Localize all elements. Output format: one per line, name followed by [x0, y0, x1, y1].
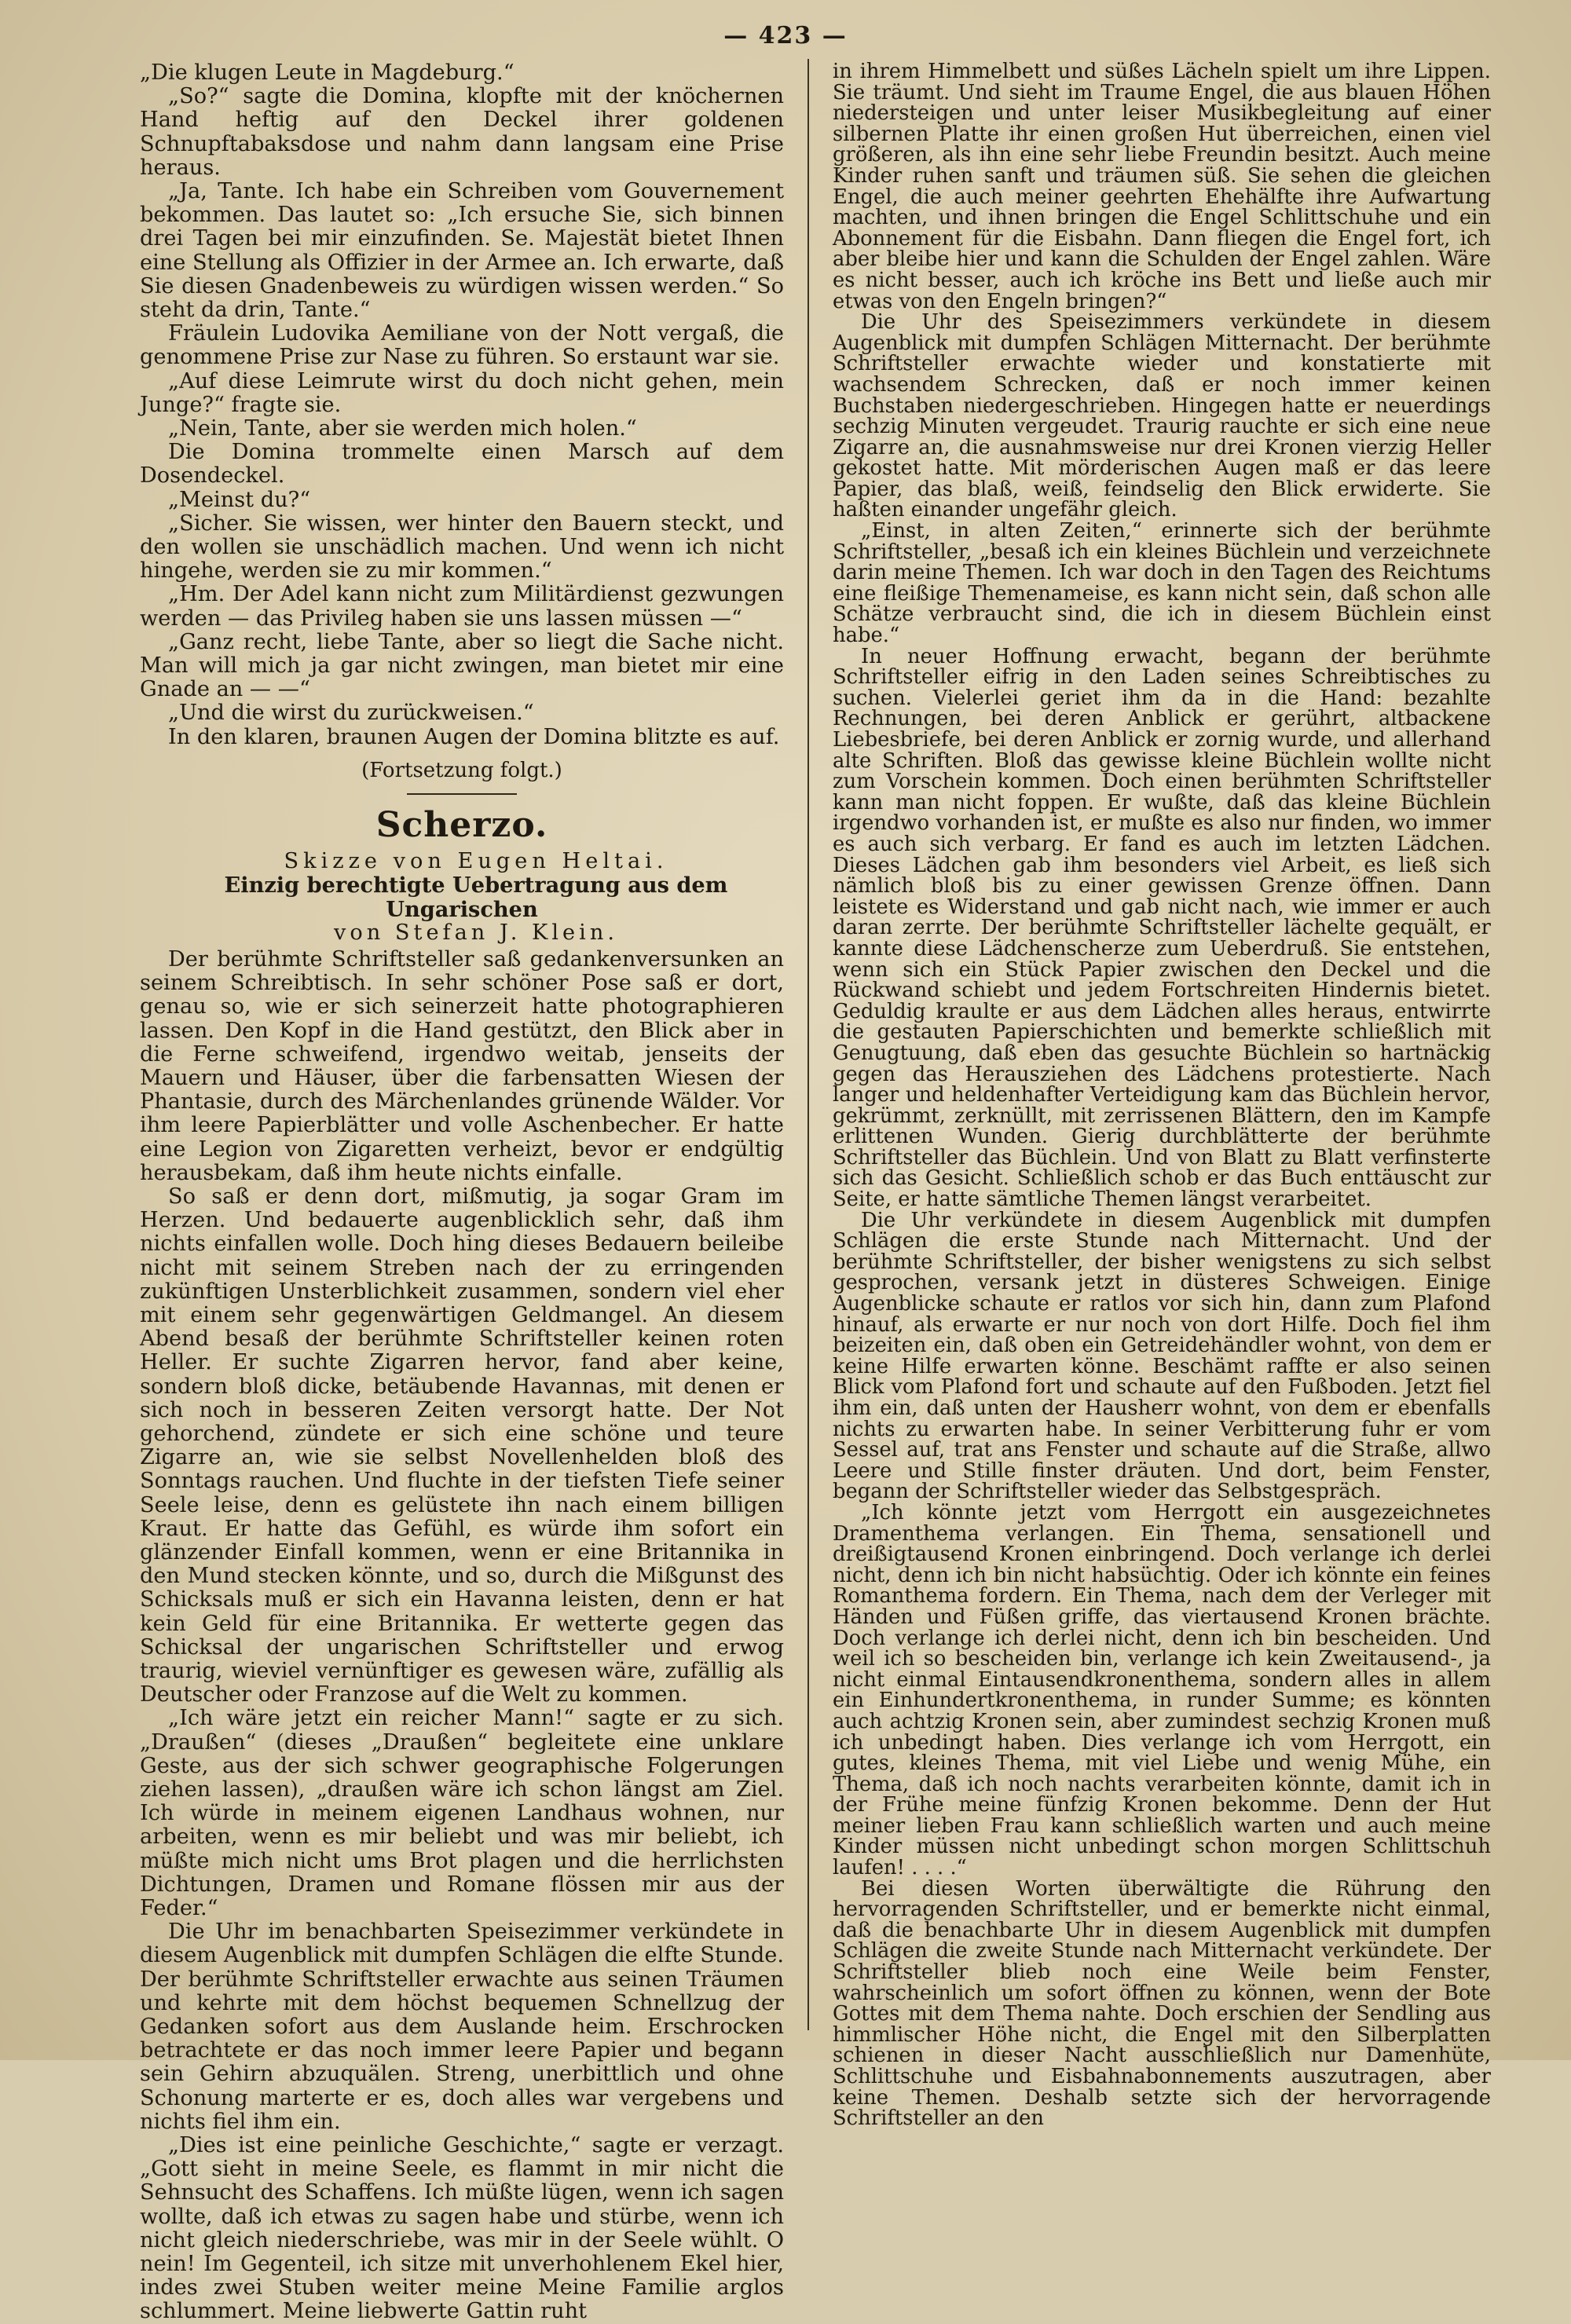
article-paragraph: Der berühmte Schriftsteller saß gedankenversunken an seinem Schreibtisch. In sehr schöner Pose saß er dort, genau so, wie er sich seinerzeit hatte photographieren lassen. Den Kopf in die Hand gestützt, den Blick aber in die Ferne schweifend, irgendwo weitab, jenseits der Mauern und Häuser, über die farbensatten Wiesen der Phantasie, durch des Märchenlandes grünende Wälder. Vor ihm leere Papierblätter und volle Aschenbecher. Er hatte eine Legion von Zigaretten verheizt, bevor er endgültig herausbekam, daß ihm heute nichts einfalle. — [140, 946, 784, 1185]
article-subtitle: Skizze von Eugen Heltai. — [284, 849, 668, 874]
translation-note: Einzig berechtigte Uebertragung aus dem Ungarischen — [224, 873, 728, 922]
story-paragraph: „Nein, Tante, aber sie werden mich holen.“ — [168, 416, 637, 441]
column-rule — [807, 59, 809, 2030]
article-paragraph: „Ich wäre jetzt ein reicher Mann!“ sagte er zu sich. „Draußen“ (dieses „Draußen“ begleitete eine unklare Geste, aus der sich schwer geographische Folgerungen ziehen lassen), „draußen wäre ich schon längst am Ziel. Ich würde in meinem eigenen Landhaus wohnen, nur arbeiten, wenn es mir beliebt und was mir beliebt, ich müßte mich nicht ums Brot plagen und die herrlichsten Dichtungen, Dramen und Romane flössen mir aus der Feder.“ — [140, 1706, 784, 1921]
article-title: Scherzo. — [375, 805, 548, 846]
continuation-note: (Fortsetzung folgt.) — [361, 758, 562, 782]
left-column — [140, 61, 784, 2324]
article-paragraph: Die Uhr im benachbarten Speisezimmer verkündete in diesem Augenblick mit dumpfen Schlägen die elfte Stunde. Der berühmte Schriftsteller erwachte aus seinen Träumen und kehrte mit dem höchst bequemen Schnellzug der Gedanken sofort aus dem Auslande heim. Erschrocken betrachtete er das noch immer leere Papier und begann sein Gehirn abzuquälen. Streng, unerbittlich und ohne Schonung marterte er es, doch alles war vergebens und nichts fiel ihm ein. — [140, 1920, 784, 2134]
article-paragraph: „Dies ist eine peinliche Geschichte,“ sagte er verzagt. „Gott sieht in meine Seele, es flammt in mir nicht die Sehnsucht des Schaffens. Ich müßte lügen, wenn ich sagen wollte, daß ich etwas zu sagen habe und stürbe, wenn ich nicht gleich niederschriebe, was mir in der Seele wühlt. O nein! Im Gegenteil, ich sitze mit unverhohlenem Ekel hier, indes zwei Stuben weiter meine Meine Familie arglos schlummert. Meine liebwerte Gattin ruht — [140, 2133, 784, 2324]
article-paragraph: In neuer Hoffnung erwacht, begann der berühmte Schriftsteller eifrig in den Laden seines Schreibtisches zu suchen. Vielerlei geriet ihm da in die Hand: bezahlte Rechnungen, bei deren Anblick er gerührt, altbackene Liebesbriefe, bei deren Anblick er zornig wurde, und allerhand alte Schriften. Bloß das gewisse kleine Büchlein wollte nicht zum Vorschein kommen. Doch einen berühmten Schriftsteller kann man nicht foppen. Er wußte, daß das kleine Büchlein irgendwo vorhanden ist, er mußte es also nur finden, wo immer es auch sich verbarg. Er fand es auch im letzten Lädchen. Dieses Lädchen gab ihm besonders viel Arbeit, es ließ sich nämlich bloß bis zu einer gewissen Grenze öffnen. Dann leistete es Widerstand und gab nicht nach, wie immer er auch daran zerrte. Der berühmte Schriftsteller lächelte gequält, er kannte diese Lädchenscherze zum Ueberdruß. Sie entstehen, wenn sich ein Stück Papier zwischen den Deckel und die Rückwand schiebt und jedem Fortschreiten Hindernis bietet. Geduldig kraulte er aus dem Lädchen alles heraus, entwirrte die gestauten Papierschichten und bemerkte schließlich mit Genugtuung, daß eben das gesuchte Büchlein so hartnäckig gegen das Herausziehen des Lädchens protestierte. Nach langer und heldenhafter Verteidigung kam das Büchlein hervor, gekrümmt, zerknüllt, mit zerrissenen Blättern, den im Kampfe erlittenen Wunden. Gierig durchblätterte der berühmte Schriftsteller das Büchlein. Und von Blatt zu Blatt verfinsterte sich das Gesicht. Schließlich schob er das Buch enttäuscht zur Seite, er hatte sämtliche Themen längst verarbeitet. — [833, 644, 1491, 1212]
translator-credit: von Stefan J. Klein. — [334, 920, 618, 945]
story-paragraph: „Die klugen Leute in Magdeburg.“ — [140, 60, 515, 85]
story-paragraph: Fräulein Ludovika Aemiliane von der Nott vergaß, die genommene Prise zur Nase zu führen. So erstaunt war sie. — [140, 321, 784, 370]
article-paragraph: So saß er denn dort, mißmutig, ja sogar Gram im Herzen. Und bedauerte augenblicklich sehr, daß ihm nichts einfallen wolle. Doch hing dieses Bedauern beileibe nicht mit seinem Streben nach der zu erringenden zukünftigen Unsterblichkeit zusammen, sondern viel eher mit einem sehr gegenwärtigen Geldmangel. An diesem Abend besaß der berühmte Schriftsteller keinen roten Heller. Er suchte Zigarren hervor, fand aber keine, sondern bloß dicke, betäubende Havannas, mit denen er sich noch in besseren Zeiten versorgt hatte. Der Not gehorchend, zündete er sich eine schöne und teure Zigarre an, wie sie selbst Novellenhelden bloß des Sonntags rauchen. Und fluchte in der tiefsten Tiefe seiner Seele leise, denn es gelüstete ihn nach einem billigen Kraut. Er hatte das Gefühl, es würde ihm sofort ein glänzender Einfall kommen, wenn er eine Britannika in den Mund stecken könnte, und so, durch die Mißgunst des Schicksals muß er sich ein Havanna leisten, denn er hat kein Geld für eine Britannika. Er wetterte gegen das Schicksal der ungarischen Schriftsteller und erwog traurig, wieviel vernünftiger es gewesen wäre, zufällig als Deutscher oder Franzose auf die Welt zu kommen. — [140, 1184, 784, 1707]
article-paragraph: „Einst, in alten Zeiten,“ erinnerte sich der berühmte Schriftsteller, „besaß ich ein kleines Büchlein und verzeichnete darin meine Themen. Ich war doch in den Tagen des Reichtums eine fleißige Themenameise, es kann nicht sein, daß schon alle Schätze verbraucht sind, die ich in diesem Büchlein einst habe.“ — [833, 519, 1491, 648]
story-continuation — [140, 61, 784, 749]
story-paragraph: „Und die wirst du zurückweisen.“ — [168, 701, 534, 726]
right-column — [833, 61, 1491, 2129]
article-paragraph: in ihrem Himmelbett und süßes Lächeln spielt um ihre Lippen. Sie träumt. Und sieht im Traume Engel, die aus blauen Höhen niedersteigen und unter leiser Musikbegleitung auf einer silbernen Platte ihr einen großen Hut überreichen, einen viel größeren, als ihn eine sehr liebe Freundin besitzt. Auch meine Kinder ruhen sanft und träumen süß. Sie sehen die gleichen Engel, die auch meiner geehrten Ehehälfte ihre Aufwartung machten, und ihnen bringen die Engel Schlittschuhe und ein Abonnement für die Eisbahn. Dann fliegen die Engel fort, ich aber bleibe hier und kann die Schulden der Engel zahlen. Wäre es nicht besser, auch ich kröche ins Bett und ließe auch mir etwas von den Engeln bringen?“ — [833, 60, 1491, 313]
story-paragraph: „Sicher. Sie wissen, wer hinter den Bauern steckt, und den wollen sie unschädlich machen. Und wenn ich nicht hingehe, werden sie zu mir kommen.“ — [140, 511, 784, 584]
story-paragraph: „Ganz recht, liebe Tante, aber so liegt die Sache nicht. Man will mich ja gar nicht zwingen, man bietet mir eine Gnade an — —“ — [140, 629, 784, 702]
story-paragraph: „Ja, Tante. Ich habe ein Schreiben vom Gouvernement bekommen. Das lautet so: „Ich ersuche Sie, sich binnen drei Tagen bei mir einzufinden. Se. Majestät bietet Ihnen eine Stellung als Offizier in der Armee an. Ich erwarte, daß Sie diesen Gnadenbeweis zu würdigen wissen werden.“ So steht da drin, Tante.“ — [140, 179, 784, 323]
story-paragraph: „Hm. Der Adel kann nicht zum Militärdienst gezwungen werden — das Privileg haben sie uns lassen müssen —“ — [140, 582, 784, 631]
article-paragraph: Die Uhr des Speisezimmers verkündete in diesem Augenblick mit dumpfen Schlägen Mitternacht. Der berühmte Schriftsteller erwachte wieder und konstatierte mit wachsendem Schrecken, daß er noch immer keinen Buchstaben niedergeschrieben. Hingegen hatte er neuerdings sechzig Minuten vergeudet. Traurig rauchte er sich eine neue Zigarre an, die ausnahmsweise nur drei Kronen vierzig Heller gekostet hatte. Mit mörderischen Augen maß er das leere Papier, das blaß, weiß, feindselig den Blick erwiderte. Sie haßten einander ungefähr gleich. — [833, 310, 1491, 522]
story-paragraph: „Meinst du?“ — [168, 487, 311, 512]
article-paragraph: Die Uhr verkündete in diesem Augenblick mit dumpfen Schlägen die erste Stunde nach Mitternacht. Und der berühmte Schriftsteller, der bisher wenigstens zu sich selbst gesprochen, versank jetzt in düsteres Schweigen. Einige Augenblicke schaute er ratlos vor sich hin, dann zum Plafond hinauf, als erwarte er nur noch von dort Hilfe. Doch fiel ihm beizeiten ein, daß oben ein Getreidehändler wohnt, von dem er keine Hilfe erwarten könne. Beschämt raffte er also seinen Blick vom Plafond fort und schaute auf den Fußboden. Jetzt fiel ihm ein, daß unten der Hausherr wohnt, von dem er ebenfalls nichts zu erwarten habe. In seiner Verbitterung fuhr er vom Sessel auf, trat ans Fenster und schaute auf die Straße, allwo Leere und Stille finster dräuten. Und dort, beim Fenster, begann der Schriftsteller wieder das Selbstgespräch. — [833, 1208, 1491, 1504]
article-body-left — [140, 948, 784, 2324]
section-divider — [407, 793, 517, 795]
article-paragraph: „Ich könnte jetzt vom Herrgott ein ausgezeichnetes Dramenthema verlangen. Ein Thema, sensationell und dreißigtausend Kronen einbringend. Doch verlange ich derlei nicht, denn ich bin nicht habsüchtig. Oder ich könnte ein feines Romanthema fordern. Ein Thema, nach dem der Verleger mit Händen und Füßen griffe, das viertausend Kronen brächte. Doch verlange ich derlei nicht, denn ich bin bescheiden. Und weil ich so bescheiden bin, verlange ich kein Zweitausend-, ja nicht einmal Eintausendkronenthema, sondern alles in allem ein Einhundertkronenthema, in runder Summe; es könnten auch achtzig Kronen sein, aber zumindest sechzig Kronen muß ich unbedingt haben. Dies verlange ich vom Herrgott, ein gutes, kleines Thema, mit viel Liebe und wenig Mühe, ein Thema, daß ich noch nachts verarbeiten könnte, damit ich in der Frühe meine fünfzig Kronen bekomme. Denn der Hut meiner lieben Frau kann schließlich warten und auch meine Kinder müssen nicht unbedingt schon morgen Schlittschuh laufen! . . . .“ — [833, 1500, 1491, 1880]
page-number: — 423 — — [723, 22, 848, 49]
story-paragraph: Die Domina trommelte einen Marsch auf dem Dosendeckel. — [140, 440, 784, 489]
story-paragraph: In den klaren, braunen Augen der Domina blitzte es auf. — [168, 724, 780, 749]
story-paragraph: „So?“ sagte die Domina, klopfte mit der knöchernen Hand heftig auf den Deckel ihrer goldenen Schnupftabaksdose und nahm dann langsam eine Prise heraus. — [140, 84, 784, 180]
story-paragraph: „Auf diese Leimrute wirst du doch nicht gehen, mein Junge?“ fragte sie. — [140, 368, 784, 417]
article-paragraph: Bei diesen Worten überwältigte die Rührung den hervorragenden Schriftsteller, und er bemerkte nicht einmal, daß die benachbarte Uhr in diesem Augenblick mit dumpfen Schlägen die zweite Stunde nach Mitternacht verkündete. Der Schriftsteller blieb noch eine Weile beim Fenster, wahrscheinlich um sofort öffnen zu können, wenn der Bote Gottes mit dem Thema nahte. Doch erschien der Sendling aus himmlischer Höhe nicht, die Engel mit den Silberplatten schienen in dieser Nacht ausschließlich nur Damenhüte, Schlittschuhe und Eisbahnabonnements auszutragen, aber keine Themen. Deshalb setzte sich der hervorragende Schriftsteller an den — [833, 1876, 1491, 2131]
